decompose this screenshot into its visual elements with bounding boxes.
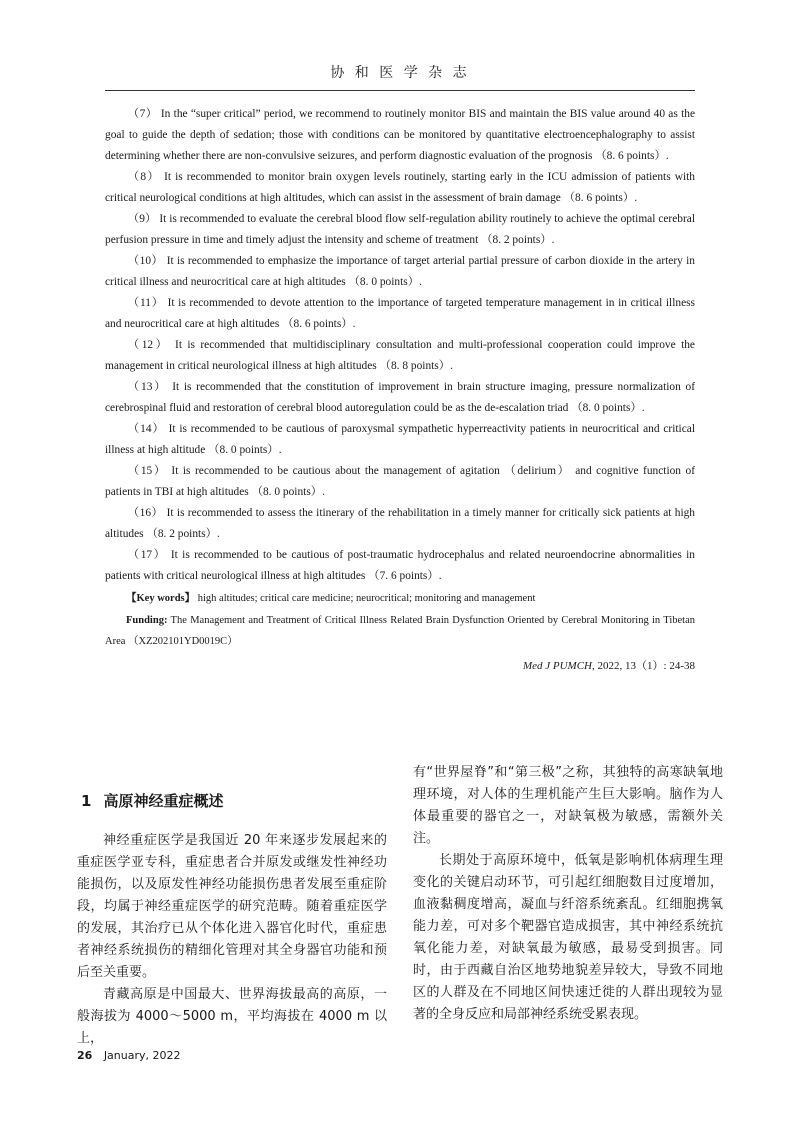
section-number: 1 xyxy=(81,792,92,810)
left-column xyxy=(77,762,387,1050)
body-paragraph: 长期处于高原环境中，低氧是影响机体病理生理变化的关键启动环节，可引起红细胞数目过度增加，血液黏稠度增高，凝血与纤溶系统紊乱。红细胞携氧能力差，可对多个靶器官造成损害，其中神经系统抗氧化能力差，对缺氧最为敏感，最易受到损害。同时，由于西藏自治区地势地貌差异较大，导致不同地区的人群及在不同地区间快速迁徙的人群出现较为显著的全身反应和局部神经系统受累表现。 xyxy=(413,853,723,1022)
recommendation-item: （7） In the “super critical” period, we recommend to routinely monitor BIS and maintain the BIS value around 40 as the goal to guide the depth of sedation; those with conditions can be monitored by quantitative electroencephalography to assist determining whether there are non-convulsive seizures, and perform diagnostic evaluation of the prognosis （8. 6 points）. xyxy=(105,108,695,162)
recommendation-item: （12） It is recommended that multidisciplinary consultation and multi-professional cooperation could improve the management in critical neurological illness at high altitudes （8. 8 points）. xyxy=(105,339,695,372)
funding-label: Funding: xyxy=(126,615,168,626)
issue-date: January, 2022 xyxy=(103,1049,181,1062)
recommendation-item: （16） It is recommended to assess the itinerary of the rehabilitation in a timely manner for critically sick patients at high altitudes （8. 2 points）. xyxy=(105,507,695,540)
recommendation-item: （8） It is recommended to monitor brain oxygen levels routinely, starting early in the ICU admission of patients with critical neurological conditions at high altitudes, which can assist in the assessment of brain damage （8. 6 points）. xyxy=(105,171,695,204)
body-paragraph: 神经重症医学是我国近 20 年来逐步发展起来的重症医学亚专科，重症患者合并原发或继发性神经功能损伤，以及原发性神经功能损伤患者发展至重症阶段，均属于神经重症医学的研究范畴。随着重症医学的发展，其治疗已从个体化进入器官化时代，重症患者神经系统损伤的精细化管理对其全身器官功能和预后至关重要。 xyxy=(77,833,387,980)
english-abstract-continuation xyxy=(105,104,695,677)
citation-details: , 2022, 13（1）: 24-38 xyxy=(592,660,695,672)
body-paragraph: 青藏高原是中国最大、世界海拔最高的高原，一般海拔为 4000～5000 m，平均海拔在 4000 m 以上， xyxy=(77,987,387,1046)
funding-line xyxy=(105,610,695,652)
recommendation-item: （13） It is recommended that the constitution of improvement in brain structure imaging, pressure normalization of cerebrospinal fluid and restoration of cerebral blood autoregulation could be as the de-escalation triad （8. 0 points）. xyxy=(105,381,695,414)
citation-line xyxy=(105,656,695,677)
recommendation-item: （10） It is recommended to emphasize the importance of target arterial partial pressure of carbon dioxide in the artery in critical illness and neurocritical care at high altitudes （8. 0 points）. xyxy=(105,255,695,288)
recommendation-item: （17） It is recommended to be cautious of post-traumatic hydrocephalus and related neuroendocrine abnormalities in patients with critical neurological illness at high altitudes （7. 6 points）. xyxy=(105,549,695,582)
two-column-body xyxy=(77,762,723,1050)
recommendation-item: （11） It is recommended to devote attention to the importance of targeted temperature management in in critical illness and neurocritical care at high altitudes （8. 6 points）. xyxy=(105,297,695,330)
running-header: 协 和 医 学 杂 志 xyxy=(330,65,470,81)
page-footer xyxy=(77,1049,181,1062)
right-column xyxy=(413,762,723,1050)
body-paragraph-continuation: 有“世界屋脊”和“第三极”之称，其独特的高寒缺氧地理环境，对人体的生理机能产生巨大影响。脑作为人体最重要的器官之一，对缺氧极为敏感，需额外关注。 xyxy=(413,765,723,846)
recommendation-item: （14） It is recommended to be cautious of paroxysmal sympathetic hyperreactivity patients in neurocritical and critical illness at high altitude （8. 0 points）. xyxy=(105,423,695,456)
keywords-line xyxy=(105,588,695,609)
section-heading xyxy=(81,790,387,812)
funding-text: The Management and Treatment of Critical Illness Related Brain Dysfunction Oriented by Cerebral Monitoring in Tibetan Area （XZ202101YD0019C） xyxy=(105,615,695,647)
citation-journal: Med J PUMCH xyxy=(522,660,593,672)
header-rule xyxy=(105,90,695,91)
recommendation-item: （9） It is recommended to evaluate the cerebral blood flow self-regulation ability routinely to achieve the optimal cerebral perfusion pressure in time and timely adjust the intensity and scheme of treatment （8. 2 points）. xyxy=(105,213,695,246)
recommendation-item: （15） It is recommended to be cautious about the management of agitation （delirium） and cognitive function of patients in TBI at high altitudes （8. 0 points）. xyxy=(105,465,695,498)
keywords-text: high altitudes; critical care medicine; neurocritical; monitoring and management xyxy=(197,593,536,604)
section-title: 高原神经重症概述 xyxy=(103,792,224,810)
page-number: 26 xyxy=(77,1049,93,1062)
keywords-label: 【Key words】 xyxy=(126,593,196,604)
